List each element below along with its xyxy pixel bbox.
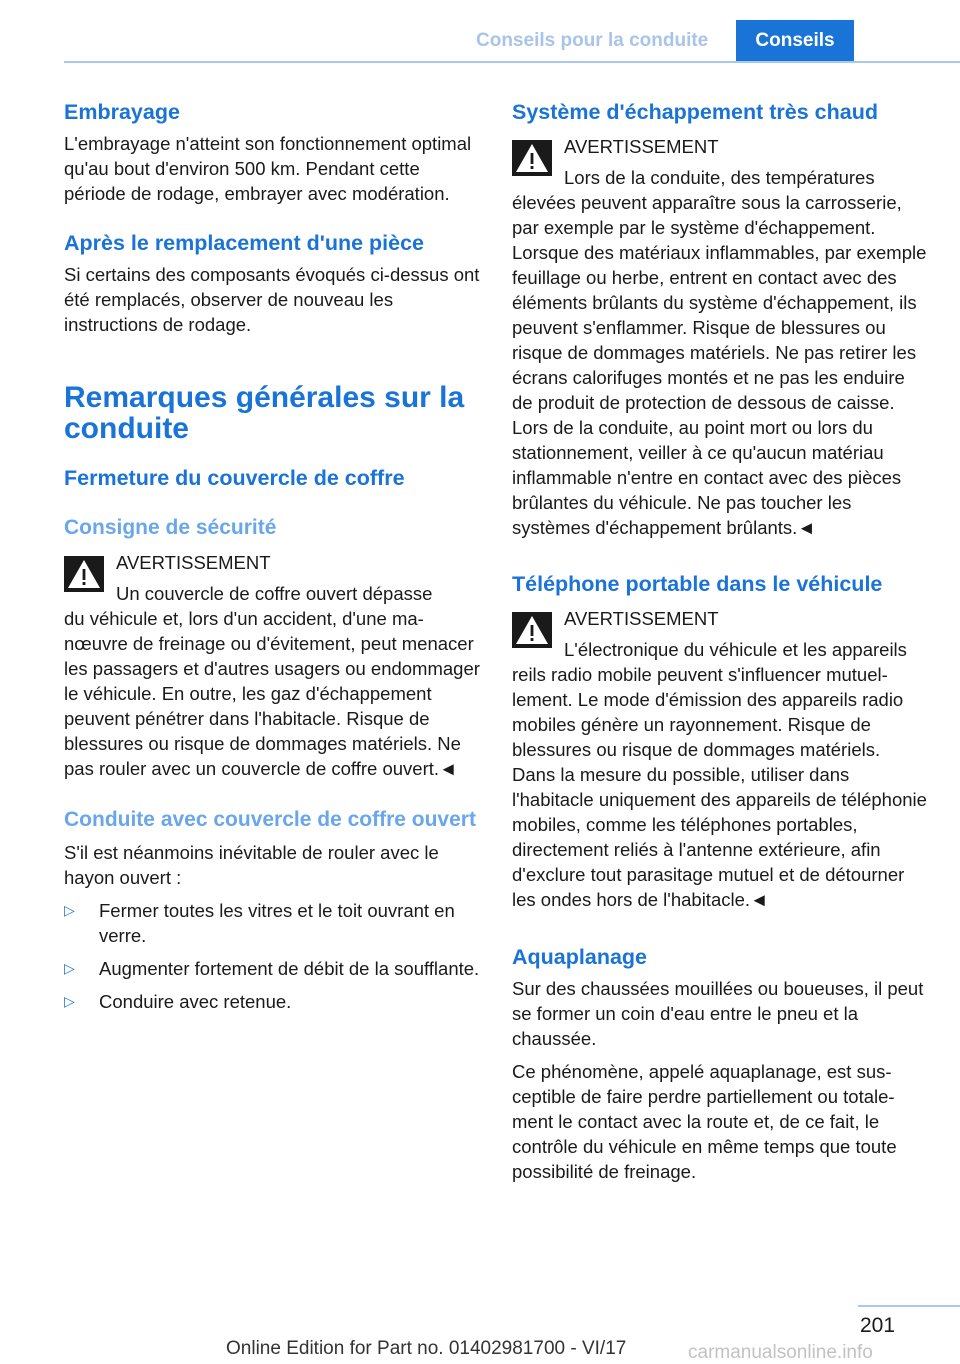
warning-block-telephone bbox=[512, 606, 928, 912]
heading-remarques-generales: Remarques générales sur la conduite bbox=[64, 381, 465, 445]
heading-aquaplanage: Aquaplanage bbox=[512, 945, 647, 969]
warning-label: AVERTISSEMENT bbox=[564, 136, 719, 157]
list-item-text: Fermer toutes les vitres et le toit ouvrant en verre. bbox=[99, 900, 455, 946]
heading-fermeture-coffre: Fermeture du couvercle de coffre bbox=[64, 466, 405, 490]
warning-first-line: Lors de la conduite, des températures bbox=[564, 167, 875, 188]
paragraph-aquaplanage-2: Ce phénomène, appelé aquaplanage, est susceptible de faire perdre partiellement ou totalement le contact avec la route et, de ce fait, le contrôle du véhicule en même temps que toute possibilité de freinage. bbox=[512, 1061, 897, 1182]
header-tab-conseils: Conseils bbox=[736, 20, 854, 62]
list-item-text: Augmenter fortement de débit de la soufflante. bbox=[99, 958, 480, 979]
warning-triangle-icon bbox=[512, 140, 552, 176]
page-header bbox=[0, 0, 960, 86]
heading-telephone: Téléphone portable dans le véhicule bbox=[512, 572, 883, 596]
right-column bbox=[512, 100, 928, 1184]
heading-remplacement: Après le remplacement d'une pièce bbox=[64, 231, 424, 255]
warning-first-line: L'électronique du véhicule et les appareils bbox=[564, 639, 907, 660]
edition-footer: Online Edition for Part no. 01402981700 - VI/17 bbox=[226, 1338, 627, 1359]
warning-block-echappement bbox=[512, 134, 928, 540]
list-item bbox=[64, 956, 480, 981]
paragraph-conduite: S'il est néanmoins inévitable de rouler avec le hayon ouvert : bbox=[64, 842, 439, 888]
warning-label: AVERTISSEMENT bbox=[116, 552, 271, 573]
heading-embrayage: Embrayage bbox=[64, 100, 180, 124]
warning-block-coffre bbox=[64, 550, 480, 781]
warning-first-line: Un couvercle de coffre ouvert dépasse bbox=[116, 583, 433, 604]
warning-label: AVERTISSEMENT bbox=[564, 608, 719, 629]
left-column bbox=[64, 100, 480, 1022]
header-section-title: Conseils pour la conduite bbox=[476, 30, 709, 51]
paragraph-aquaplanage-1: Sur des chaussées mouillées ou boueuses, il peut se former un coin d'eau entre le pneu et la chaussée. bbox=[512, 978, 924, 1049]
warning-triangle-icon bbox=[512, 612, 552, 648]
page-number-rule bbox=[858, 1305, 960, 1307]
warning-text: du véhicule et, lors d'un accident, d'une manœuvre de freinage ou d'évitement, peut menacer les passagers et d'autres usagers ou endommager le véhicule. En outre, les gaz d'échappement peuvent pénétrer dans l'habitacle. Risque de blessures ou risque de dommages matériels. Ne pas rouler avec un couvercle de coffre ouvert.◄ bbox=[64, 608, 480, 779]
list-item bbox=[64, 898, 480, 948]
paragraph-remplacement: Si certains des composants évoqués ci-dessus ont été remplacés, observer de nouveau les instructions de rodage. bbox=[64, 264, 480, 335]
list-item bbox=[64, 989, 480, 1014]
header-rule bbox=[64, 61, 960, 63]
warning-text: reils radio mobile peuvent s'influencer mutuellement. Le mode d'émission des appareils radio mobiles génère un rayonnement. Risque de blessures ou risque de dommages matériels. Dans la mesure du possible, utiliser dans l'habitacle uniquement des appareils de téléphonie mobiles, comme les téléphones portables, directement reliés à l'antenne extérieure, afin d'exclure tout parasitage mutuel et de détourner les ondes hors de l'habitacle.◄ bbox=[512, 664, 927, 910]
bullet-list bbox=[64, 898, 480, 1014]
watermark: carmanualsonline.info bbox=[688, 1342, 873, 1363]
paragraph-embrayage: L'embrayage n'atteint son fonctionnement optimal qu'au bout d'environ 500 km. Pendant cette période de rodage, embrayer avec modération. bbox=[64, 133, 472, 204]
warning-triangle-icon bbox=[64, 556, 104, 592]
page-number: 201 bbox=[860, 1314, 896, 1337]
heading-echappement: Système d'échappement très chaud bbox=[512, 100, 878, 124]
list-item-text: Conduire avec retenue. bbox=[99, 991, 292, 1012]
heading-consigne-securite: Consigne de sécurité bbox=[64, 516, 277, 539]
warning-text: élevées peuvent apparaître sous la carrosserie, par exemple par le système d'échappement. Lorsque des matériaux inflammables, par exemple feuillage ou herbe, entrent en contact avec des éléments brûlants du système d'échappement, ils peuvent s'enflammer. Risque de blessures ou risque de dommages matériels. Ne pas retirer les écrans calorifuges montés et ne pas les enduire de produit de protection de dessous de caisse. Lors de la conduite, au point mort ou lors du stationnement, veiller à ce qu'aucun matériau inflammable n'entre en contact avec des pièces brûlantes du véhicule. Ne pas toucher les systèmes d'échappement brûlants.◄ bbox=[512, 192, 927, 538]
triangle-bullet-icon: ▷ bbox=[64, 902, 75, 918]
triangle-bullet-icon: ▷ bbox=[64, 960, 75, 976]
triangle-bullet-icon: ▷ bbox=[64, 993, 75, 1009]
heading-conduite-coffre-ouvert: Conduite avec couvercle de coffre ouvert bbox=[64, 808, 476, 831]
